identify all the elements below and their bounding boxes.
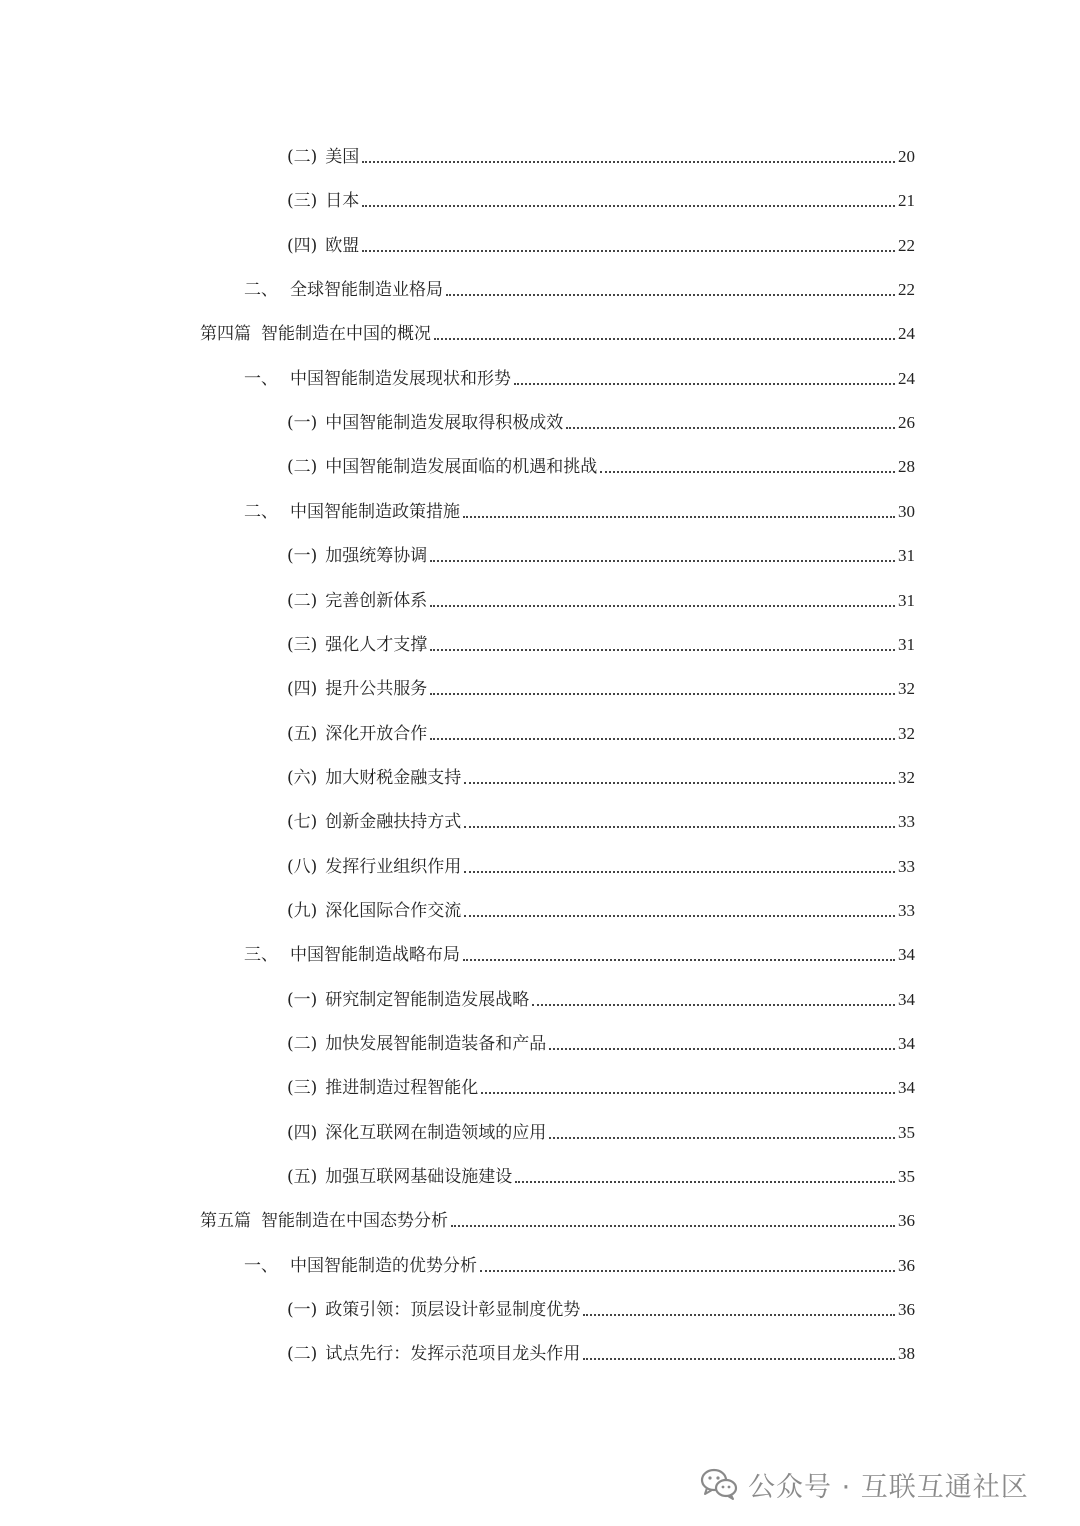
toc-entry[interactable]	[244, 1247, 915, 1277]
toc-dot-leader	[446, 294, 895, 296]
toc-entry[interactable]	[287, 1114, 915, 1144]
toc-entry-label	[287, 235, 359, 257]
toc-entry-label	[244, 944, 460, 966]
toc-entry-number: (四)	[287, 679, 318, 699]
toc-dot-leader	[583, 1314, 895, 1316]
toc-entry-number: (三)	[287, 635, 318, 655]
toc-entry-label	[287, 856, 461, 878]
toc-entry[interactable]	[287, 848, 915, 878]
wechat-icon	[700, 1467, 738, 1501]
toc-dot-leader	[362, 250, 895, 252]
toc-dot-leader	[362, 161, 895, 163]
toc-entry-title: 加强统筹协调	[325, 546, 428, 566]
toc-entry-page: 30	[898, 502, 915, 521]
toc-entry-label	[244, 501, 460, 523]
toc-entry-number: (一)	[287, 990, 318, 1010]
toc-dot-leader	[464, 915, 895, 917]
toc-entry[interactable]	[287, 182, 915, 212]
toc-dot-leader	[583, 1358, 895, 1360]
toc-entry-title: 政策引领：顶层设计彰显制度优势	[325, 1300, 581, 1320]
toc-entry[interactable]	[287, 138, 915, 168]
toc-dot-leader	[430, 605, 895, 607]
toc-entry-page: 31	[898, 591, 915, 610]
toc-entry-page: 20	[898, 147, 915, 166]
toc-entry-number: (四)	[287, 1123, 318, 1143]
toc-entry-number: (一)	[287, 413, 318, 433]
toc-entry-title: 中国智能制造发展现状和形势	[290, 369, 511, 389]
toc-entry-title: 深化国际合作交流	[325, 901, 462, 921]
toc-entry-number: (五)	[287, 1167, 318, 1187]
toc-entry-title: 研究制定智能制造发展战略	[325, 990, 530, 1010]
toc-dot-leader	[515, 1181, 895, 1183]
toc-entry-label	[287, 723, 427, 745]
toc-entry[interactable]	[287, 448, 915, 478]
toc-entry[interactable]	[287, 1335, 915, 1365]
toc-dot-leader	[532, 1004, 895, 1006]
toc-entry-title: 推进制造过程智能化	[325, 1078, 479, 1098]
toc-entry[interactable]	[287, 670, 915, 700]
toc-entry[interactable]	[287, 759, 915, 789]
toc-entry-page: 21	[898, 191, 915, 210]
toc-entry-label	[287, 456, 597, 478]
toc-entry-label	[287, 1033, 546, 1055]
toc-entry-title: 提升公共服务	[325, 679, 428, 699]
toc-entry-page: 24	[898, 369, 915, 388]
toc-entry-number: (二)	[287, 1034, 318, 1054]
toc-entry-page: 36	[898, 1256, 915, 1275]
toc-entry-number: 二、	[244, 502, 278, 522]
toc-dot-leader	[549, 1048, 895, 1050]
toc-entry-page: 24	[898, 324, 915, 343]
toc-entry[interactable]	[244, 271, 915, 301]
toc-entry-title: 全球智能制造业格局	[290, 280, 443, 300]
toc-entry-label	[287, 545, 427, 567]
toc-entry-page: 32	[898, 679, 915, 698]
toc-entry-number: (二)	[287, 457, 318, 477]
toc-entry[interactable]	[287, 981, 915, 1011]
toc-entry-label	[287, 900, 461, 922]
toc-dot-leader	[566, 427, 895, 429]
toc-entry-number: 三、	[244, 945, 278, 965]
toc-entry[interactable]	[287, 1025, 915, 1055]
toc-entry-title: 智能制造在中国态势分析	[261, 1211, 448, 1231]
toc-entry-label	[287, 989, 529, 1011]
toc-entry-page: 38	[898, 1344, 915, 1363]
toc-entry-title: 加强互联网基础设施建设	[325, 1167, 513, 1187]
toc-dot-leader	[480, 1270, 895, 1272]
toc-entry[interactable]	[244, 493, 915, 523]
toc-dot-leader	[514, 383, 895, 385]
toc-entry-number: (五)	[287, 724, 318, 744]
toc-entry-number: (三)	[287, 1078, 318, 1098]
toc-entry[interactable]	[287, 803, 915, 833]
toc-entry-number: 一、	[244, 369, 278, 389]
toc-entry-title: 日本	[325, 191, 360, 211]
toc-dot-leader	[549, 1137, 895, 1139]
toc-entry-page: 34	[898, 1078, 915, 1097]
toc-entry-page: 22	[898, 280, 915, 299]
toc-entry[interactable]	[287, 227, 915, 257]
toc-entry-number: (九)	[287, 901, 318, 921]
toc-dot-leader	[464, 782, 895, 784]
toc-entry[interactable]	[200, 315, 915, 345]
toc-entry-label	[287, 811, 461, 833]
toc-entry-label	[287, 190, 359, 212]
toc-entry-number: 第四篇	[200, 324, 251, 344]
toc-entry-title: 创新金融扶持方式	[325, 812, 462, 832]
toc-entry[interactable]	[287, 1069, 915, 1099]
toc-entry-label	[287, 1299, 580, 1321]
toc-entry-title: 加大财税金融支持	[325, 768, 462, 788]
toc-entry-label	[287, 1077, 478, 1099]
toc-entry-label	[244, 279, 443, 301]
toc-entry-number: 二、	[244, 280, 278, 300]
toc-entry-label	[287, 1122, 546, 1144]
toc-entry-page: 31	[898, 635, 915, 654]
toc-entry[interactable]	[200, 1202, 915, 1232]
toc-entry-label	[287, 590, 427, 612]
toc-entry-title: 中国智能制造政策措施	[290, 502, 460, 522]
toc-entry-page: 34	[898, 945, 915, 964]
toc-entry-page: 32	[898, 768, 915, 787]
toc-entry-number: (二)	[287, 591, 318, 611]
toc-entry-page: 35	[898, 1123, 915, 1142]
toc-entry-page: 34	[898, 990, 915, 1009]
toc-entry-page: 33	[898, 857, 915, 876]
toc-entry-title: 深化开放合作	[325, 724, 428, 744]
toc-entry[interactable]	[287, 892, 915, 922]
toc-dot-leader	[434, 338, 895, 340]
toc-entry-title: 中国智能制造战略布局	[290, 945, 460, 965]
toc-dot-leader	[464, 826, 895, 828]
toc-entry-page: 28	[898, 457, 915, 476]
toc-entry-title: 中国智能制造的优势分析	[290, 1256, 477, 1276]
toc-entry-page: 32	[898, 724, 915, 743]
toc-entry-page: 33	[898, 812, 915, 831]
toc-entry-title: 试点先行：发挥示范项目龙头作用	[325, 1344, 581, 1364]
toc-entry[interactable]	[244, 936, 915, 966]
toc-dot-leader	[430, 560, 895, 562]
toc-entry-label	[200, 323, 431, 345]
toc-entry[interactable]	[287, 537, 915, 567]
toc-dot-leader	[451, 1225, 895, 1227]
toc-entry[interactable]	[287, 1158, 915, 1188]
toc-entry-page: 36	[898, 1300, 915, 1319]
toc-entry-label	[287, 1166, 512, 1188]
watermark-text: 公众号 · 互联互通社区	[748, 1471, 1029, 1503]
toc-entry-label	[200, 1210, 448, 1232]
toc-entry-title: 智能制造在中国的概况	[261, 324, 431, 344]
toc-entry-page: 22	[898, 236, 915, 255]
toc-entry-number: (一)	[287, 1300, 318, 1320]
toc-dot-leader	[600, 471, 895, 473]
toc-entry-page: 26	[898, 413, 915, 432]
toc-entry-title: 强化人才支撑	[325, 635, 428, 655]
toc-entry-label	[244, 368, 511, 390]
toc-entry-label	[287, 634, 427, 656]
toc-entry-number: (七)	[287, 812, 318, 832]
toc-entry[interactable]	[287, 582, 915, 612]
toc-entry-label	[287, 146, 359, 168]
toc-entry-number: (八)	[287, 857, 318, 877]
toc-dot-leader	[362, 205, 895, 207]
toc-entry-page: 34	[898, 1034, 915, 1053]
toc-dot-leader	[430, 738, 895, 740]
toc-entry-number: (六)	[287, 768, 318, 788]
toc-entry-label	[287, 1343, 580, 1365]
toc-entry-title: 深化互联网在制造领域的应用	[325, 1123, 547, 1143]
toc-dot-leader	[463, 959, 895, 961]
toc-entry[interactable]	[244, 360, 915, 390]
toc-entry-page: 33	[898, 901, 915, 920]
toc-entry[interactable]	[287, 1291, 915, 1321]
toc-entry-label	[287, 767, 461, 789]
toc-entry-number: (四)	[287, 236, 318, 256]
toc-entry-number: 一、	[244, 1256, 278, 1276]
toc-entry-number: (一)	[287, 546, 318, 566]
toc-entry-title: 欧盟	[325, 236, 360, 256]
toc-entry-title: 中国智能制造发展面临的机遇和挑战	[325, 457, 598, 477]
toc-entry-label	[244, 1255, 477, 1277]
watermark	[700, 1462, 1029, 1506]
toc-entry-title: 美国	[325, 147, 360, 167]
toc-dot-leader	[464, 871, 895, 873]
toc-entry-page: 35	[898, 1167, 915, 1186]
toc-dot-leader	[463, 516, 895, 518]
toc-entry-number: (二)	[287, 147, 318, 167]
toc-entry-title: 完善创新体系	[325, 591, 428, 611]
toc-entry-title: 中国智能制造发展取得积极成效	[325, 413, 564, 433]
toc-entry-label	[287, 412, 563, 434]
toc-entry[interactable]	[287, 715, 915, 745]
toc-dot-leader	[481, 1092, 895, 1094]
toc-entry-label	[287, 678, 427, 700]
toc-entry-title: 发挥行业组织作用	[325, 857, 462, 877]
toc-entry[interactable]	[287, 404, 915, 434]
toc-dot-leader	[430, 693, 895, 695]
toc-entry[interactable]	[287, 626, 915, 656]
toc-entry-number: 第五篇	[200, 1211, 251, 1231]
toc-dot-leader	[430, 649, 895, 651]
toc-entry-page: 36	[898, 1211, 915, 1230]
toc-entry-number: (二)	[287, 1344, 318, 1364]
toc-entry-page: 31	[898, 546, 915, 565]
toc-entry-number: (三)	[287, 191, 318, 211]
toc-entry-title: 加快发展智能制造装备和产品	[325, 1034, 547, 1054]
